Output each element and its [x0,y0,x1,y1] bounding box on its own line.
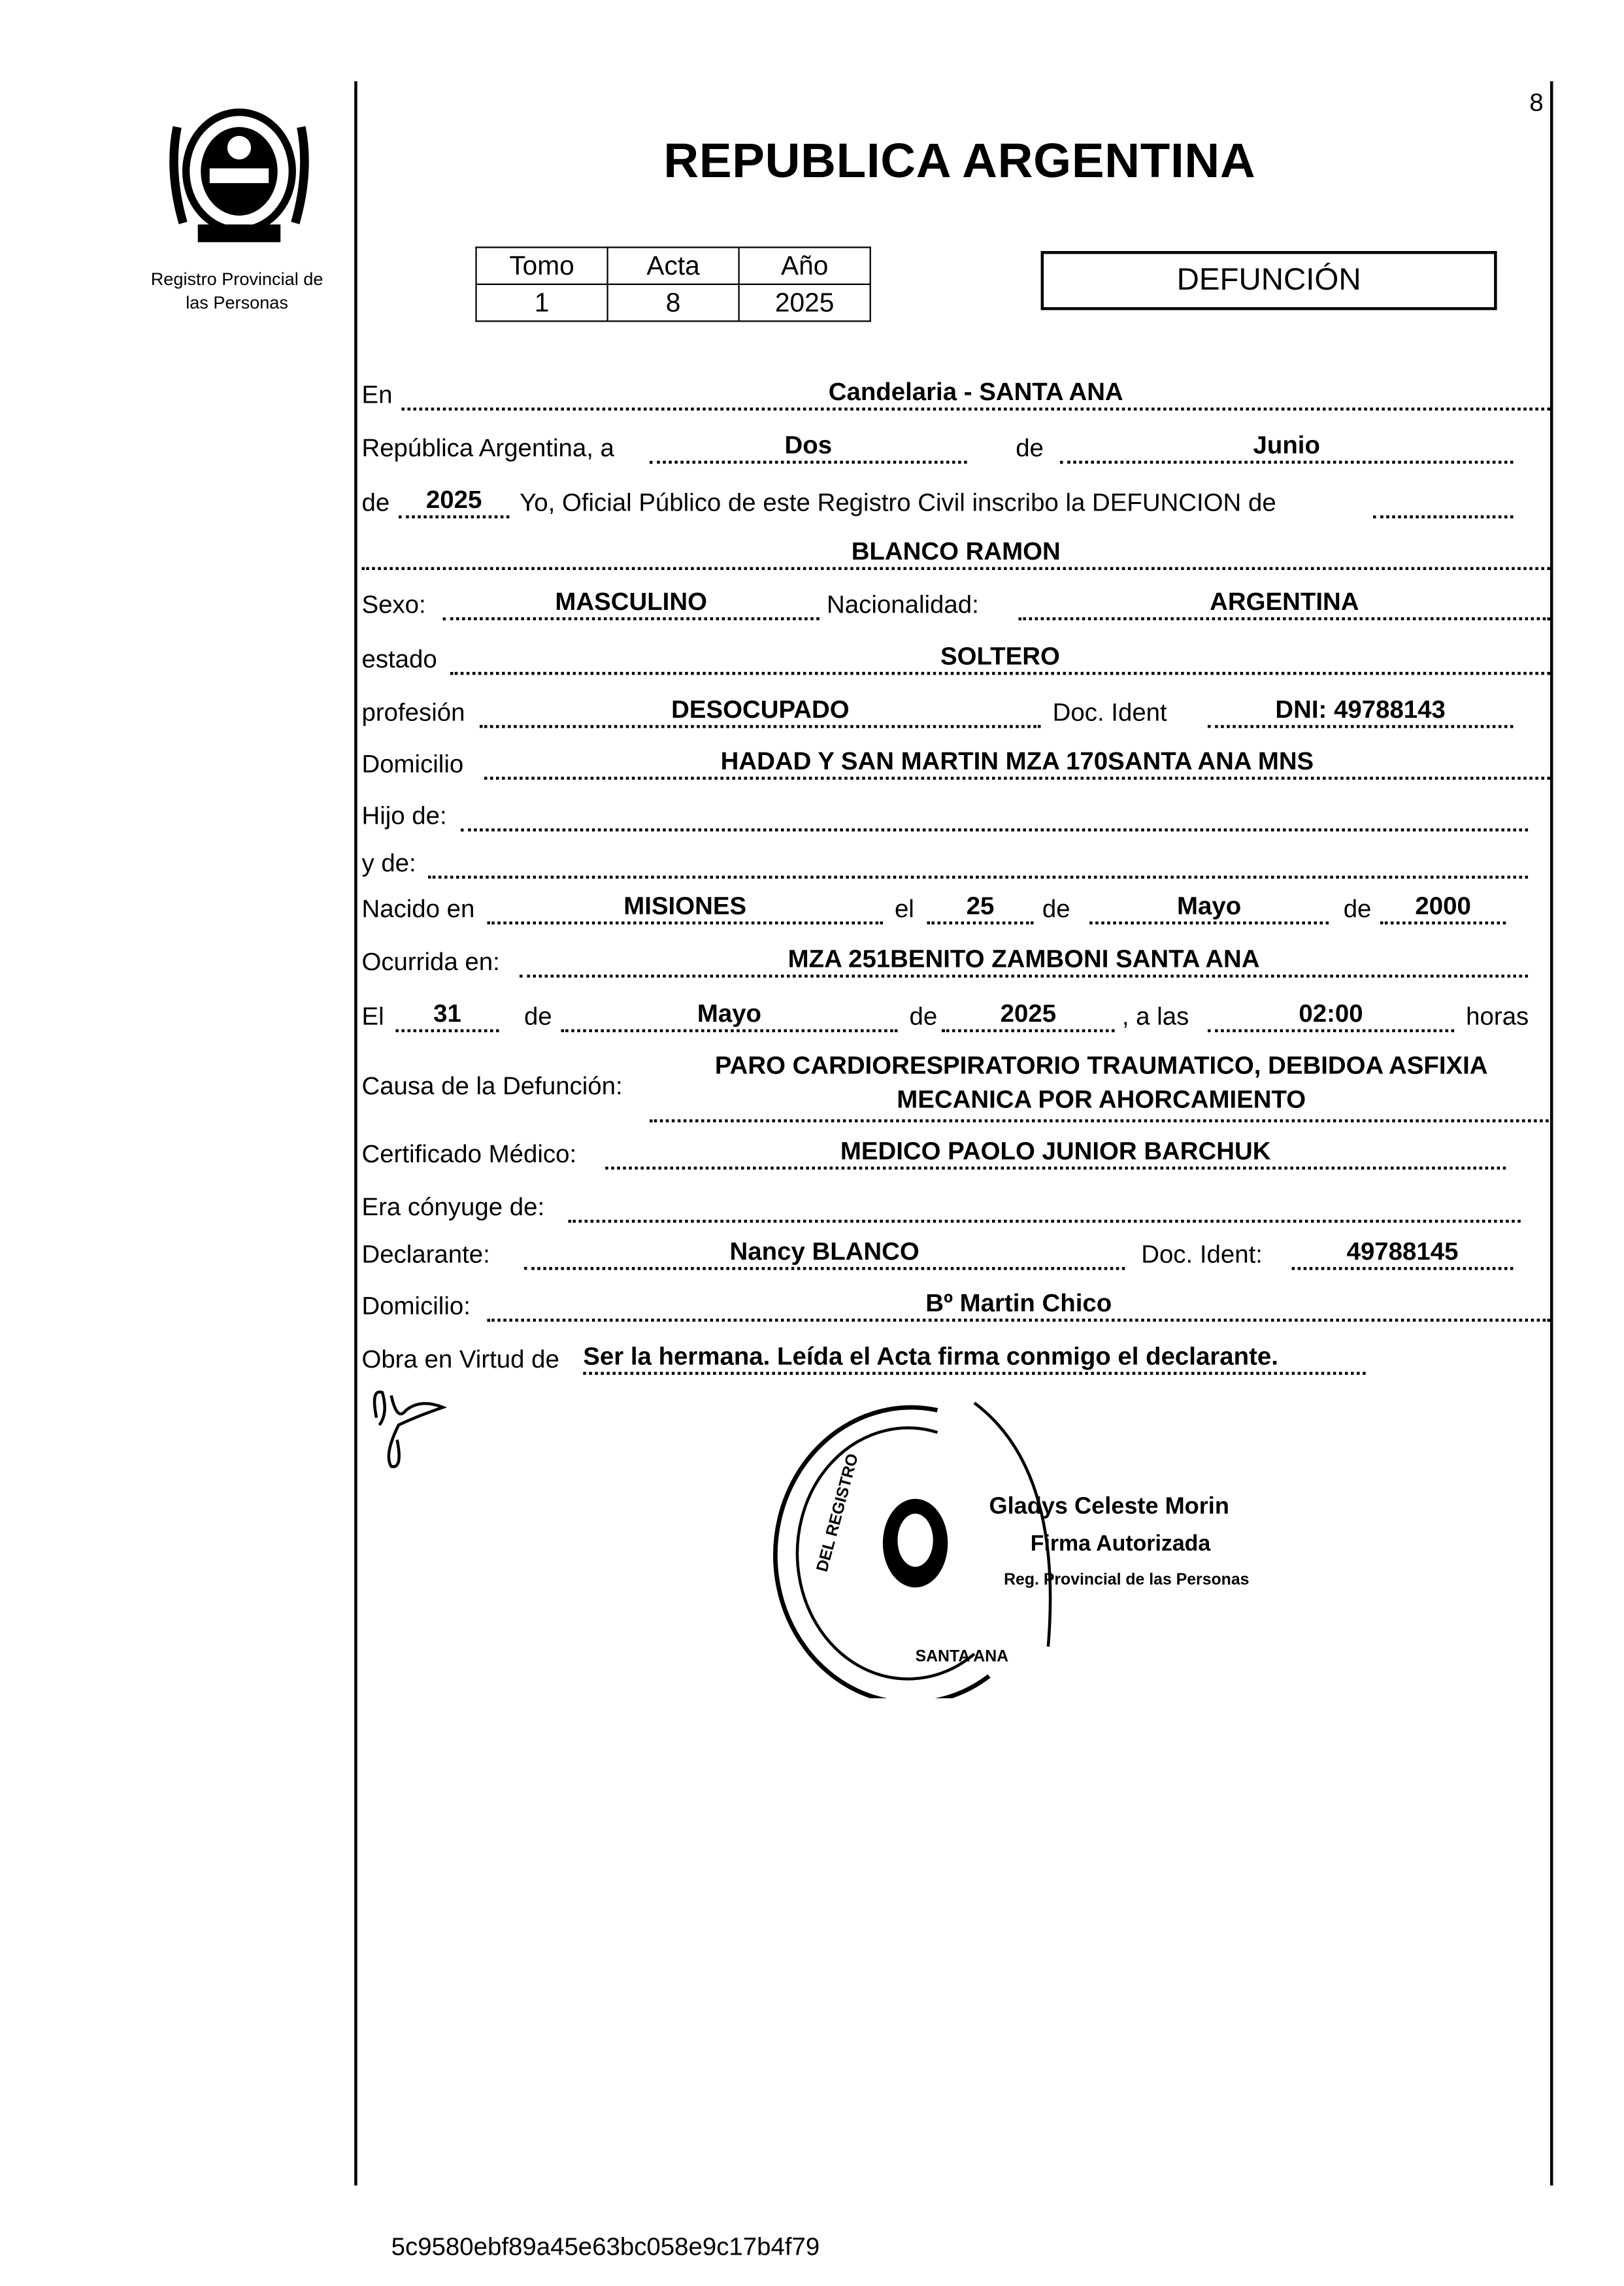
header-acta: Acta [608,247,739,284]
declarante-label: Declarante: [361,1240,490,1269]
death-de1-label: de [523,1002,552,1031]
death-month-field: Mayo [561,1000,897,1032]
causa-label: Causa de la Defunción: [361,1072,623,1100]
el-label: el [894,894,914,923]
hijo-de-label: Hijo de: [361,801,447,830]
record-table [475,246,870,322]
svg-text:Reg. Provincial de las Persona: Reg. Provincial de las Personas [1004,1570,1250,1588]
value-acta: 8 [608,284,739,321]
inscribo-text: Yo, Oficial Público de este Registro Civil inscribo la DEFUNCION de [520,488,1276,517]
causa-line-1: PARO CARDIORESPIRATORIO TRAUMATICO, DEBIDOA ASFIXIA [714,1051,1488,1080]
ocurrida-field: MZA 251BENITO ZAMBONI SANTA ANA [520,945,1528,978]
declarante-field: Nancy BLANCO [524,1237,1125,1270]
birthplace-field: MISIONES [487,892,882,924]
svg-text:SANTA ANA: SANTA ANA [915,1647,1009,1666]
ocurrida-label: Ocurrida en: [361,948,500,977]
certificado-field: MEDICO PAOLO JUNIOR BARCHUK [605,1137,1506,1169]
year-field: 2025 [399,486,509,518]
decl-domicilio-field: Bº Martin Chico [487,1289,1549,1322]
death-year-field: 2025 [942,1000,1114,1032]
birth-year-field: 2000 [1380,892,1506,924]
day-field: Dos [650,431,967,464]
profesion-label: profesión [361,698,465,727]
place-field: Candelaria - SANTA ANA [401,378,1550,411]
certificado-label: Certificado Médico: [361,1139,577,1168]
document-type-box: DEFUNCIÓN [1041,251,1497,310]
value-ano: 2025 [739,284,870,321]
el-death-label: El [361,1002,384,1031]
causa-field [650,1049,1553,1122]
obra-field: Ser la hermana. Leída el Acta firma conmigo el declarante. [583,1342,1365,1375]
registry-line-2: las Personas [186,292,288,313]
causa-line-2: MECANICA POR AHORCAMIENTO [897,1085,1306,1114]
svg-text:DEL REGISTRO: DEL REGISTRO [813,1451,862,1574]
year-de-label: de [361,488,390,517]
birth-day-field: 25 [927,892,1034,924]
estado-field: SOLTERO [450,643,1550,675]
svg-text:Gladys Celeste Morin: Gladys Celeste Morin [989,1492,1229,1519]
nacido-label: Nacido en [361,894,475,923]
deceased-name-field: BLANCO RAMON [361,537,1549,570]
domicilio-label: Domicilio [361,750,464,779]
sexo-field: MASCULINO [443,588,820,620]
y-de-field [428,846,1528,879]
birth-month-field: Mayo [1089,892,1329,924]
obra-label: Obra en Virtud de [361,1345,559,1373]
nacionalidad-field: ARGENTINA [1019,588,1550,620]
y-de-label: y de: [361,849,416,877]
death-de2-label: de [909,1002,938,1031]
right-margin-line [1550,81,1553,2185]
death-day-field: 31 [395,1000,499,1032]
estado-label: estado [361,645,437,674]
svg-text:Firma Autorizada: Firma Autorizada [1030,1530,1211,1556]
conyuge-label: Era cónyuge de: [361,1193,545,1222]
page-number: 8 [1529,88,1544,117]
document-hash: 5c9580ebf89a45e63bc058e9c17b4f79 [391,2232,820,2261]
birth-de1-label: de [1042,894,1070,923]
a-las-label: , a las [1121,1002,1189,1031]
blank-field [1373,486,1514,518]
birth-de2-label: de [1343,894,1372,923]
en-label: En [361,380,393,409]
nacionalidad-label: Nacionalidad: [827,590,979,619]
de-label: de [1016,434,1044,463]
horas-label: horas [1466,1002,1529,1031]
death-time-field: 02:00 [1208,1000,1454,1032]
conyuge-field [569,1190,1521,1223]
page-title: REPUBLICA ARGENTINA [663,133,1256,188]
profesion-field: DESOCUPADO [480,696,1040,728]
republica-label: República Argentina, a [361,434,614,463]
decl-doc-field: 49788145 [1292,1237,1514,1270]
month-field: Junio [1060,431,1514,464]
registry-name [130,267,344,314]
officer-signature [361,1381,465,1477]
misiones-coat-of-arms-logo [165,97,313,248]
value-tomo: 1 [476,284,608,321]
doc-ident-field: DNI: 49788143 [1208,696,1514,728]
official-stamp [768,1381,1359,1698]
sexo-label: Sexo: [361,590,426,619]
registry-line-1: Registro Provincial de [150,269,323,290]
left-margin-line [354,81,357,2185]
decl-doc-label: Doc. Ident: [1141,1240,1263,1269]
decl-domicilio-label: Domicilio: [361,1292,471,1320]
hijo-de-field [461,799,1528,832]
header-ano: Año [739,247,870,284]
doc-ident-label: Doc. Ident [1052,698,1167,727]
domicilio-field: HADAD Y SAN MARTIN MZA 170SANTA ANA MNS [484,747,1550,780]
header-tomo: Tomo [476,247,608,284]
